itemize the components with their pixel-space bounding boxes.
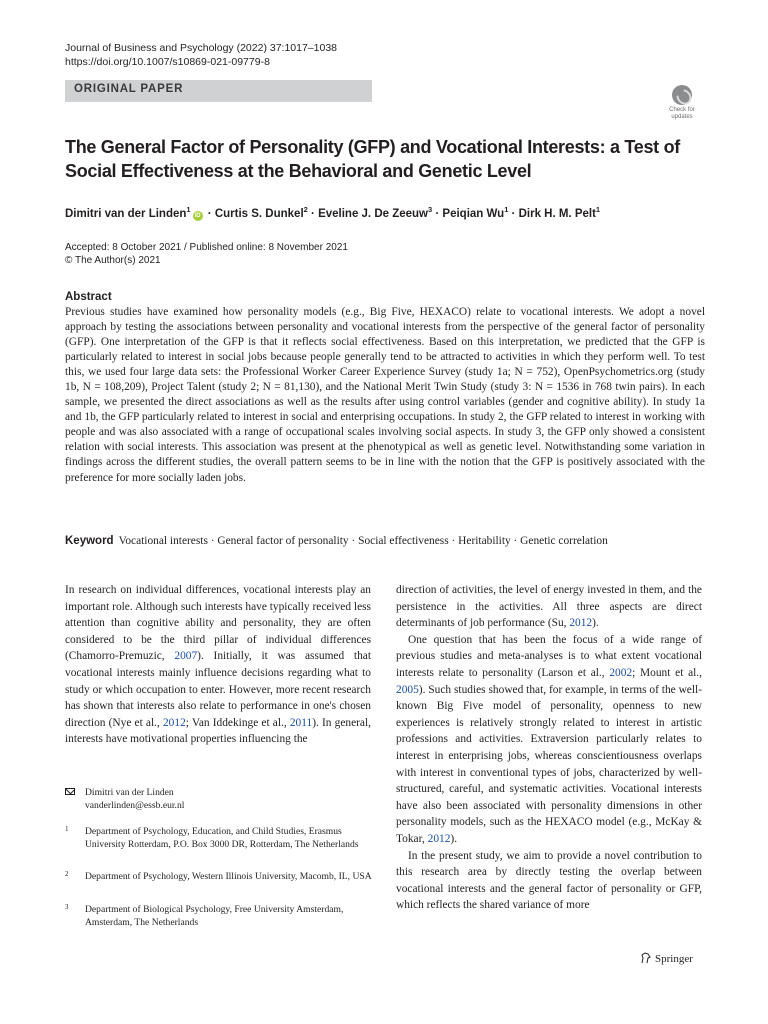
- author-separator: ·: [508, 207, 519, 220]
- author-affiliation-marker: 2: [303, 205, 308, 214]
- author-name[interactable]: Eveline J. De Zeeuw: [318, 207, 428, 220]
- copyright-line: © The Author(s) 2021: [65, 255, 161, 266]
- publisher-name: Springer: [655, 953, 693, 965]
- footnote-affiliation-3: 3 Department of Biological Psychology, Free University Amsterdam, Amsterdam, The Netherlands: [65, 903, 344, 928]
- author-affiliation-marker: 1: [504, 205, 509, 214]
- paper-title: The General Factor of Personality (GFP) and Vocational Interests: a Test of Social Effectiveness at the Behavioral and Genetic Level: [65, 137, 680, 181]
- author-affiliation-marker: 1: [186, 205, 191, 214]
- author-affiliation-marker: 3: [428, 205, 433, 214]
- check-for-updates-badge[interactable]: [662, 85, 702, 123]
- keywords-text: Vocational interests · General factor of personality · Social effectiveness · Heritability · Genetic correlation: [118, 535, 608, 547]
- article-type-band: [65, 80, 372, 102]
- journal-doi[interactable]: https://doi.org/10.1007/s10869-021-09779-8: [65, 56, 270, 68]
- publisher-logo: [640, 952, 693, 965]
- author-separator: ·: [432, 207, 443, 220]
- abstract-heading: Abstract: [65, 291, 112, 303]
- accepted-published-line: Accepted: 8 October 2021 / Published online: 8 November 2021: [65, 242, 348, 253]
- author-list: [65, 202, 705, 222]
- journal-header: [65, 41, 337, 69]
- keywords-label: Keyword: [65, 535, 114, 547]
- abstract-text: Previous studies have examined how personality models (e.g., Big Five, HEXACO) relate to vocational interests. We adopt a novel approach by testing the associations between personality and vocational interests from the perspective of the general factor of personality (GFP). One interpretation of the GFP is that it reflects social effectiveness. Based on this interpretation, we predicted that the GFP is particularly related to interest in social jobs because people generally tend to be attracted to activities in which they perform well. To test this, we used four large data sets: the Professional Worker Career Experience Survey (study 1a; N = 752), OpenPsychometrics.org (study 1b, N = 108,209), Project Talent (study 2; N = 81,130), and the National Merit Twin Study (study 3: N = 1536 in 768 twin pairs). In each sample, we presented the direct associations as well as the results after using control variables (gender and cognitive ability). In study 1a and 1b, the GFP particularly related to interest in social and enterprising occupations. In study 2, the GFP related to interest in working with people and was also associated with a range of occupational scales involving social aspects. In study 3, the GFP only showed a consistent relation with social interests. This association was present at the phenotypical as well as genetic level. Notwithstanding some variation in findings across the different studies, the overall pattern seems to be in line with the notion that the GFP is positively associated with the preference for more socially laden jobs.: [65, 306, 705, 484]
- citation-link[interactable]: 2012: [162, 716, 186, 729]
- contact-name: Dimitri van der Linden: [85, 787, 174, 798]
- journal-citation: Journal of Business and Psychology (2022) 37:1017–1038: [65, 42, 338, 54]
- citation-link[interactable]: 2012: [569, 617, 593, 630]
- citation-link[interactable]: 2012: [427, 832, 451, 845]
- body-left-column: [65, 582, 371, 748]
- footnote-contact: [65, 786, 375, 814]
- check-updates-icon: [672, 85, 692, 105]
- footnote-affiliation-1: 1 Department of Psychology, Education, and Child Studies, Erasmus University Rotterdam, P.O. Box 3000 DR, Rotterdam, The Netherlands: [65, 825, 359, 850]
- author-name[interactable]: Dimitri van der Linden: [65, 207, 187, 220]
- author-name[interactable]: Curtis S. Dunkel: [214, 207, 304, 220]
- footnote-affiliation-2: 2 Department of Psychology, Western Illinois University, Macomb, IL, USA: [65, 870, 372, 882]
- springer-horse-icon: [640, 952, 652, 964]
- author-separator: ·: [307, 207, 319, 220]
- check-updates-text: Check for updates: [669, 107, 695, 120]
- body-paragraph: In research on individual differences, vocational interests play an important role. Although such interests have typically received less attention than cognitive ability and personality, they are often considered to be the third pillar of individual differences (Chamorro-Premuzic, 2007). Initially, it was assumed that vocational interests mainly influence decisions regarding what to study or which occupation to enter. However, more recent research has shown that interests also relate to performance in one's chosen direction (Nye et al., 2012; Van Iddekinge et al., 2011). In general, interests have motivational properties influencing the: [65, 584, 371, 746]
- body-paragraph: In the present study, we aim to provide a novel contribution to this research area by directly testing the overlap between vocational interests and the general factor of personality or GFP, which reflects the shared variance of more: [396, 849, 702, 912]
- body-right-column: [396, 582, 702, 914]
- contact-email[interactable]: vanderlinden@essb.eur.nl: [85, 800, 185, 811]
- keywords: [65, 534, 705, 549]
- publication-dates: [65, 241, 348, 267]
- citation-link[interactable]: 2002: [609, 666, 633, 679]
- citation-link[interactable]: 2005: [396, 683, 419, 696]
- author-separator: ·: [204, 207, 215, 220]
- citation-link[interactable]: 2007: [174, 650, 198, 663]
- body-paragraph: One question that has been the focus of a wide range of previous studies and meta-analyses is to what extent vocational interests relate to personality (Larson et al., 2002; Mount et al., 2005). Such studies showed that, for example, in terms of the well-known Big Five model of personality, openness to new experiences is relatively strongly related to interest in artistic professions and activities. Extraversion particularly relates to interest in enterprising jobs, whereas conscientiousness overlaps with interest in conventional types of jobs, characterized by well-structured, careful, and systematic activities. Vocational interests have also been associated with personality dimensions in other personality models, such as the HEXACO model (e.g., McKay & Tokar, 2012).: [396, 633, 702, 845]
- citation-link[interactable]: 2011: [289, 716, 313, 729]
- envelope-icon: [65, 788, 75, 795]
- author-affiliation-marker: 1: [595, 205, 601, 214]
- orcid-icon[interactable]: iD: [194, 212, 201, 219]
- author-name[interactable]: Dirk H. M. Pelt: [518, 207, 596, 220]
- body-paragraph: direction of activities, the level of energy invested in them, and the persistence in the activities. All three aspects are direct determinants of job performance (Su, 2012).: [396, 584, 702, 630]
- author-name[interactable]: Peiqian Wu: [442, 207, 505, 220]
- article-type-label: ORIGINAL PAPER: [74, 83, 184, 95]
